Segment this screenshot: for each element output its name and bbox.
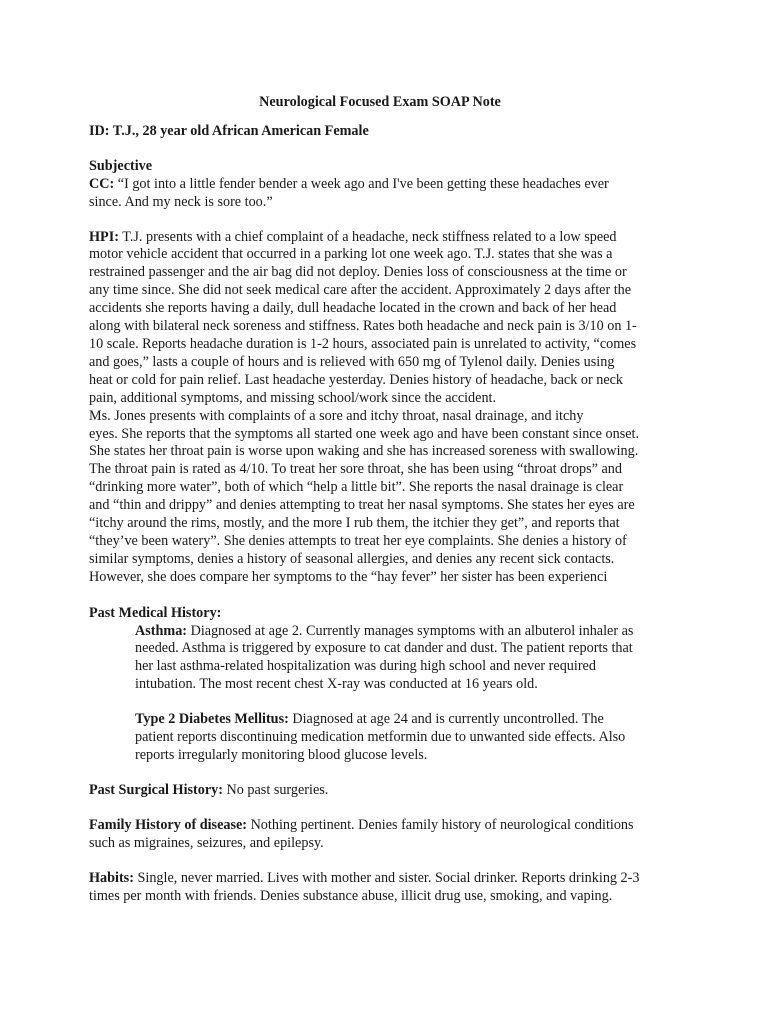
past-medical-history-heading: Past Medical History: bbox=[89, 604, 222, 621]
spacer bbox=[89, 800, 679, 817]
hpi-line: She states her throat pain is worse upon waking and she has increased soreness with swallowing. bbox=[89, 443, 639, 460]
psh-text: No past surgeries. bbox=[222, 781, 329, 798]
hpi-text: T.J. presents with a chief complaint of a headache, neck stiffness related to a low speed bbox=[118, 228, 617, 245]
family-history-text: Nothing pertinent. Denies family history of neurological conditions bbox=[247, 816, 634, 833]
asthma-text: Diagnosed at age 2. Currently manages symptoms with an albuterol inhaler as bbox=[187, 622, 634, 639]
hpi-line: and goes,” lasts a couple of hours and is relieved with 650 mg of Tylenol daily. Denies using bbox=[89, 353, 615, 370]
psh-label: Past Surgical History: bbox=[89, 781, 223, 798]
habits-line: times per month with friends. Denies substance abuse, illicit drug use, smoking, and vaping. bbox=[89, 887, 613, 904]
diabetes-entry bbox=[135, 711, 679, 765]
asthma-line: intubation. The most recent chest X-ray was conducted at 16 years old. bbox=[135, 676, 538, 693]
document-title: Neurological Focused Exam SOAP Note bbox=[259, 94, 501, 110]
habits bbox=[89, 870, 679, 906]
cc-line: since. And my neck is sore too.” bbox=[89, 193, 273, 210]
hpi-line: any time since. She did not seek medical care after the accident. Approximately 2 days after the bbox=[89, 282, 632, 299]
hpi-line: and “thin and drippy” and denies attempting to treat her nasal symptoms. She states her eyes are bbox=[89, 497, 635, 514]
asthma-line: her last asthma-related hospitalization was during high school and never required bbox=[135, 658, 596, 675]
diabetes-line: patient reports discontinuing medication metformin due to unwanted side effects. Also bbox=[135, 729, 626, 746]
diabetes-line: reports irregularly monitoring blood glucose levels. bbox=[135, 747, 428, 763]
hpi-line: 10 scale. Reports headache duration is 1-2 hours, associated pain is unrelated to activity, “comes bbox=[89, 335, 637, 352]
diabetes-label: Type 2 Diabetes Mellitus: bbox=[135, 711, 289, 728]
hpi-line: The throat pain is rated as 4/10. To treat her sore throat, she has been using “throat drops” and bbox=[89, 461, 622, 478]
patient-id-line: ID: T.J., 28 year old African American Female bbox=[89, 122, 369, 139]
hpi-line: However, she does compare her symptoms to the “hay fever” her sister has been experienci bbox=[89, 568, 608, 585]
document-body bbox=[89, 94, 679, 905]
subjective-heading: Subjective bbox=[89, 157, 153, 174]
hpi-label: HPI: bbox=[89, 228, 119, 245]
hpi-line: pain, additional symptoms, and missing school/work since the accident. bbox=[89, 389, 497, 406]
diabetes-line bbox=[135, 711, 679, 729]
habits-label: Habits: bbox=[89, 869, 134, 886]
hpi-line: eyes. She reports that the symptoms all started one week ago and have been constant since onset. bbox=[89, 425, 640, 442]
hpi-line bbox=[89, 229, 679, 247]
hpi-line: “itchy around the rims, mostly, and the more I rub them, the itchier they get”, and reports that bbox=[89, 515, 620, 532]
asthma-line bbox=[135, 623, 679, 641]
hpi-line: “they’ve been watery”. She denies attempts to treat her eye complaints. She denies a history of bbox=[89, 532, 627, 549]
family-history-label: Family History of disease: bbox=[89, 816, 248, 833]
family-history bbox=[89, 817, 679, 853]
habits-line bbox=[89, 870, 679, 888]
spacer bbox=[89, 212, 679, 229]
hpi-line: restrained passenger and the air bag did not deploy. Denies loss of consciousness at the time or bbox=[89, 264, 627, 281]
cc-label: CC: bbox=[89, 175, 115, 192]
cc-line bbox=[89, 176, 679, 194]
family-history-line bbox=[89, 817, 679, 835]
asthma-entry bbox=[135, 623, 679, 695]
hpi-line: motor vehicle accident that occurred in a parking lot one week ago. T.J. states that she was a bbox=[89, 246, 613, 263]
cc-text: “I got into a little fender bender a week ago and I've been getting these headaches ever bbox=[114, 175, 609, 192]
hpi-line: heat or cold for pain relief. Last headache yesterday. Denies history of headache, back or neck bbox=[89, 371, 624, 388]
family-history-line: such as migraines, seizures, and epilepsy. bbox=[89, 834, 324, 851]
past-surgical-history bbox=[89, 782, 679, 800]
diabetes-text: Diagnosed at age 24 and is currently uncontrolled. The bbox=[288, 711, 604, 728]
asthma-line: needed. Asthma is triggered by exposure to cat dander and dust. The patient reports that bbox=[135, 640, 633, 657]
hpi-line: similar symptoms, denies a history of seasonal allergies, and denies any recent sick contacts. bbox=[89, 550, 615, 567]
hpi-line: “drinking more water”, both of which “help a little bit”. She reports the nasal drainage is clear bbox=[89, 479, 624, 496]
hpi-line: Ms. Jones presents with complaints of a sore and itchy throat, nasal drainage, and itchy bbox=[89, 407, 584, 424]
hpi-line: accidents she reports having a daily, dull headache located in the crown and back of her head bbox=[89, 300, 617, 317]
spacer bbox=[89, 765, 679, 782]
chief-complaint bbox=[89, 176, 679, 212]
habits-text: Single, never married. Lives with mother and sister. Social drinker. Reports drinking 2-3 bbox=[133, 869, 640, 886]
asthma-label: Asthma: bbox=[135, 622, 188, 639]
spacer bbox=[89, 853, 679, 870]
history-of-present-illness bbox=[89, 229, 679, 587]
psh-line bbox=[89, 782, 679, 800]
hpi-line: along with bilateral neck soreness and stiffness. Rates both headache and neck pain is 3/10 on 1- bbox=[89, 318, 637, 335]
spacer bbox=[89, 694, 679, 711]
spacer bbox=[89, 587, 679, 605]
